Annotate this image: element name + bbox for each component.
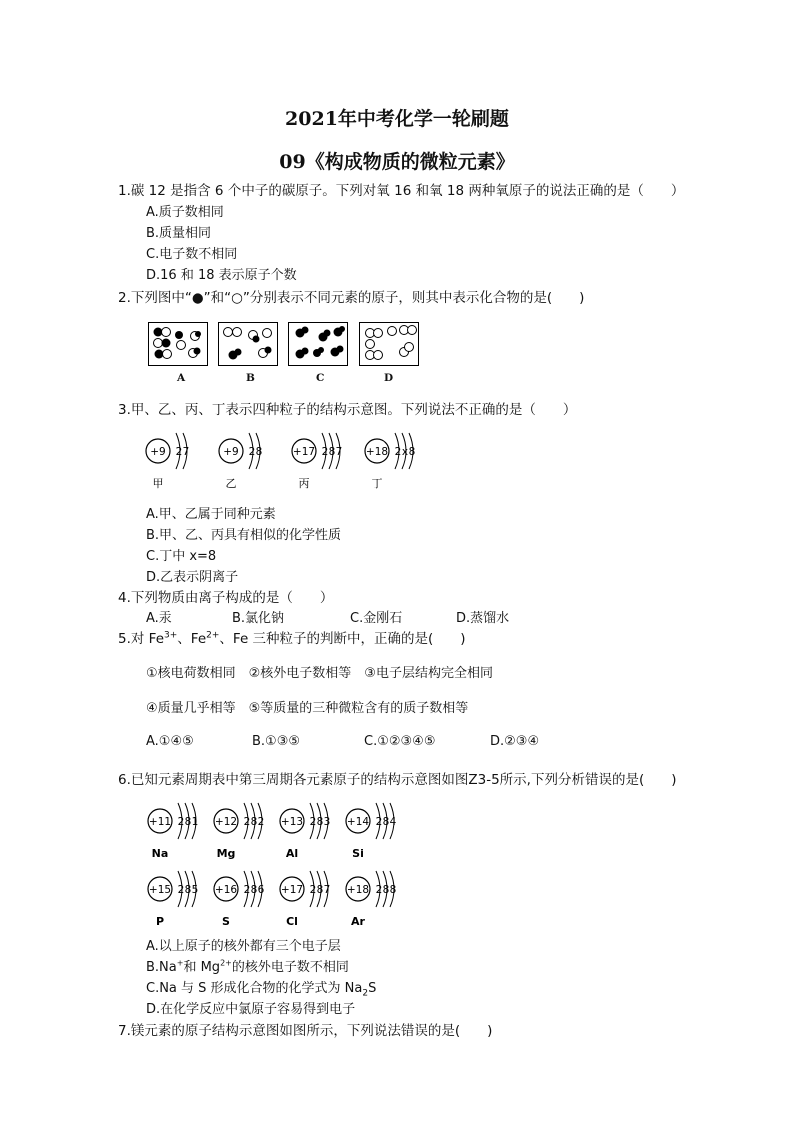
q6-atom-ar-shell-electrons: 2 (375, 884, 383, 896)
question-1-option-d: D.16 和 18 表示原子个数 (146, 268, 297, 283)
q3-particle-4-nucleus-charge: +18 (365, 446, 389, 458)
q6-atom-na (148, 803, 198, 860)
q6-atom-p-nucleus-charge: +15 (148, 884, 172, 896)
question-3-option-c: C.丁中 x=8 (146, 549, 217, 564)
q3-particle-2-nucleus-charge: +9 (223, 446, 239, 458)
question-6-structure-diagrams (130, 790, 450, 930)
question-6-option-c (146, 977, 376, 999)
q6-atom-mg-nucleus-charge: +12 (214, 816, 238, 828)
question-3-structure-diagrams (130, 420, 450, 495)
q6-atom-p-shell-electrons: 8 (184, 884, 192, 896)
q6-atom-si-shell-electrons: 8 (382, 816, 390, 828)
q3-particle-1 (146, 433, 189, 490)
question-1-option-c: C.电子数不相同 (146, 247, 238, 262)
q3-particle-1-shell-electrons: 2 (175, 446, 183, 458)
q6-optc-post: S (368, 981, 377, 996)
q6-atom-na-shell-electrons: 8 (184, 816, 192, 828)
q6-atom-s (214, 871, 265, 928)
q6-atom-al-shell-electrons: 8 (316, 816, 324, 828)
q6-optb-pre: B.Na (146, 960, 177, 975)
question-5-option-d: D.②③④ (490, 734, 540, 749)
q6-atom-mg-shell-electrons: 2 (243, 816, 251, 828)
q6-atom-si-label: Si (352, 847, 364, 860)
question-1-option-a: A.质子数相同 (146, 205, 224, 220)
q3-particle-2-label: 乙 (225, 477, 237, 490)
question-5-statements-2: ④质量几乎相等 ⑤等质量的三种微粒含有的质子数相等 (146, 701, 469, 716)
particle-box-c (288, 322, 348, 366)
q5-stem-pre: 5.对 Fe (118, 631, 165, 647)
question-6-stem: 6.已知元素周期表中第三周期各元素原子的结构示意图如图Z3-5所示,下列分析错误的是( ) (118, 772, 677, 788)
q6-atom-cl-label: Cl (286, 915, 298, 928)
particle-label-d: D (384, 372, 394, 384)
q6-atom-si-nucleus-charge: +14 (346, 816, 370, 828)
q3-particle-3-shell-electrons: 2 (321, 446, 329, 458)
question-5-statements-1: ①核电荷数相同 ②核外电子数相等 ③电子层结构完全相同 (146, 666, 493, 681)
particle-diagram-c (289, 323, 347, 365)
q6-atom-ar-shell-electrons: 8 (389, 884, 397, 896)
q3-particle-4-shell-electrons: 2 (394, 446, 402, 458)
q6-atom-p-label: P (155, 915, 165, 928)
q6-optb-charge-mg: 2+ (220, 958, 232, 968)
q6-atom-cl-shell-electrons: 7 (323, 884, 331, 896)
q6-atom-ar (346, 871, 396, 928)
q6-atom-si-shell-electrons: 4 (389, 816, 397, 828)
q6-atom-mg-shell-electrons: 8 (250, 816, 258, 828)
q5-stem-post: 、Fe 三种粒子的判断中，正确的是( ) (219, 631, 466, 647)
particle-box-d (359, 322, 419, 366)
q6-atom-mg-label: Mg (216, 847, 236, 860)
question-4-option-a: A.汞 (146, 611, 172, 626)
q6-atom-na-shell-electrons: 1 (191, 816, 199, 828)
q6-atom-ar-label: Ar (351, 915, 365, 928)
question-5-option-a: A.①④⑤ (146, 734, 194, 749)
q3-particle-3-shell-electrons: 8 (328, 446, 336, 458)
q6-atom-al-shell-electrons: 3 (323, 816, 331, 828)
particle-box-a (148, 322, 208, 366)
q6-atom-al (280, 803, 330, 860)
question-3-option-a: A.甲、乙属于同种元素 (146, 507, 276, 522)
q5-stem-mid: 、Fe (177, 631, 207, 647)
q3-particle-1-shell-electrons: 7 (182, 446, 190, 458)
question-2-stem: 2.下列图中“●”和“○”分别表示不同元素的原子，则其中表示化合物的是( ) (118, 290, 585, 306)
q6-atom-si-shell-electrons: 2 (375, 816, 383, 828)
question-5-option-b: B.①③⑤ (252, 734, 301, 749)
q6-atom-p (148, 871, 198, 928)
q6-atom-al-label: Al (285, 847, 299, 860)
question-3-option-d: D.乙表示阴离子 (146, 570, 239, 585)
q6-atom-ar-nucleus-charge: +18 (346, 884, 370, 896)
particle-diagram-b (219, 323, 277, 365)
question-4-option-d: D.蒸馏水 (456, 611, 510, 626)
q6-atom-p-shell-electrons: 5 (191, 884, 199, 896)
q6-atom-s-shell-electrons: 6 (257, 884, 265, 896)
q6-atom-cl (280, 871, 330, 928)
q6-atom-cl-shell-electrons: 8 (316, 884, 324, 896)
q6-atom-na-label: Na (151, 847, 169, 860)
q6-atom-al-shell-electrons: 2 (309, 816, 317, 828)
question-1-option-b: B.质量相同 (146, 226, 212, 241)
q6-atom-s-nucleus-charge: +16 (214, 884, 238, 896)
q3-particle-3-nucleus-charge: +17 (292, 446, 316, 458)
q6-atom-si (346, 803, 397, 860)
particle-label-c: C (316, 372, 325, 384)
q6-atom-na-nucleus-charge: +11 (148, 816, 172, 828)
q6-atom-cl-nucleus-charge: +17 (280, 884, 304, 896)
q6-atom-mg (214, 803, 264, 860)
q6-atom-al-nucleus-charge: +13 (280, 816, 304, 828)
q3-particle-3-shell-electrons: 7 (335, 446, 343, 458)
q3-particle-2-shell-electrons: 8 (255, 446, 263, 458)
q6-optc-pre: C.Na 与 S 形成化合物的化学式为 Na (146, 981, 363, 996)
page-title: 2021年中考化学一轮刷题 (285, 108, 509, 130)
q6-optb-mid: 和 Mg (183, 960, 221, 975)
particle-label-b: B (246, 372, 255, 384)
q3-particle-4-shell-electrons: x (401, 446, 409, 458)
q5-charge-fe3: 3+ (164, 630, 178, 641)
q3-particle-4 (365, 433, 415, 490)
q3-particle-2 (219, 433, 262, 490)
q6-atom-ar-shell-electrons: 8 (382, 884, 390, 896)
q6-atom-s-label: S (222, 915, 230, 928)
question-6-option-b (146, 956, 349, 975)
question-5-option-c: C.①②③④⑤ (364, 734, 436, 749)
page-subtitle: 09《构成物质的微粒元素》 (279, 151, 515, 173)
q6-optb-post: 的核外电子数不相同 (231, 960, 349, 975)
particle-diagram-a (149, 323, 207, 365)
question-4-option-c: C.金刚石 (350, 611, 403, 626)
q6-atom-cl-shell-electrons: 2 (309, 884, 317, 896)
question-7-stem: 7.镁元素的原子结构示意图如图所示，下列说法错误的是( ) (118, 1023, 493, 1039)
question-6-option-d: D.在化学反应中氯原子容易得到电子 (146, 1002, 356, 1017)
particle-box-b (218, 322, 278, 366)
q6-atom-s-shell-electrons: 8 (250, 884, 258, 896)
q6-optc-subscript: 2 (362, 988, 369, 999)
q3-particle-1-label: 甲 (152, 477, 164, 490)
q6-atom-na-shell-electrons: 2 (177, 816, 185, 828)
question-1-stem: 1.碳 12 是指含 6 个中子的碳原子。下列对氧 16 和氧 18 两种氧原子的说法正确的是（ ） (118, 183, 685, 199)
particle-label-a: A (177, 372, 186, 384)
q6-atom-p-shell-electrons: 2 (177, 884, 185, 896)
q3-particle-3-label: 丙 (298, 477, 310, 490)
q6-atom-s-shell-electrons: 2 (243, 884, 251, 896)
question-4-option-b: B.氯化钠 (232, 611, 285, 626)
question-3-stem: 3.甲、乙、丙、丁表示四种粒子的结构示意图。下列说法不正确的是（ ） (118, 402, 577, 418)
question-5-stem (118, 627, 466, 647)
q3-particle-4-label: 丁 (371, 477, 383, 490)
question-4-stem: 4.下列物质由离子构成的是（ ） (118, 590, 334, 606)
q3-particle-1-nucleus-charge: +9 (150, 446, 166, 458)
particle-diagram-d (360, 323, 418, 365)
q6-optb-charge-na: + (176, 958, 184, 968)
question-6-option-a: A.以上原子的核外都有三个电子层 (146, 939, 341, 954)
q3-particle-4-shell-electrons: 8 (408, 446, 416, 458)
q6-atom-mg-shell-electrons: 2 (257, 816, 265, 828)
q3-particle-3 (292, 433, 342, 490)
q3-particle-2-shell-electrons: 2 (248, 446, 256, 458)
q5-charge-fe2: 2+ (206, 630, 220, 641)
question-3-option-b: B.甲、乙、丙具有相似的化学性质 (146, 528, 342, 543)
